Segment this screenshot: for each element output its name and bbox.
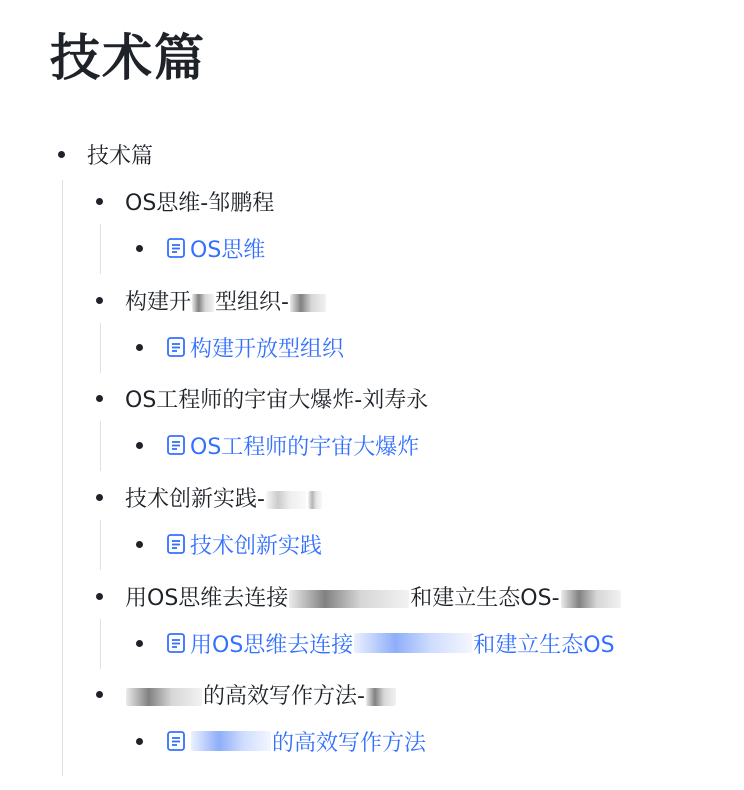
bullet-icon bbox=[96, 593, 103, 600]
document-icon bbox=[165, 237, 187, 259]
section-heading: 技术创新实践- bbox=[125, 482, 323, 513]
list-item-section bbox=[96, 184, 274, 218]
doc-link-label: OS思维 bbox=[190, 237, 266, 263]
doc-link-label: 构建开放型组织 bbox=[190, 336, 345, 362]
list-item-doc bbox=[136, 330, 344, 364]
list-item-section bbox=[96, 283, 327, 317]
bullet-icon bbox=[58, 151, 65, 158]
bullet-icon bbox=[136, 442, 143, 449]
bullet-icon bbox=[136, 640, 143, 647]
list-item-section bbox=[96, 579, 622, 613]
page-title: 技术篇 bbox=[50, 29, 206, 87]
doc-link[interactable] bbox=[165, 332, 344, 363]
bullet-icon bbox=[96, 198, 103, 205]
list-item-doc bbox=[136, 724, 426, 758]
doc-link-label: 的高效写作方法 bbox=[272, 730, 427, 756]
doc-link-label: OS工程师的宇宙大爆炸 bbox=[190, 434, 420, 460]
bullet-icon bbox=[136, 245, 143, 252]
bullet-icon bbox=[136, 344, 143, 351]
bullet-icon bbox=[136, 541, 143, 548]
section-heading: 构建开 型组织- bbox=[125, 285, 327, 316]
list-item-root bbox=[58, 137, 153, 171]
document-icon bbox=[165, 336, 187, 358]
doc-link[interactable] bbox=[165, 529, 322, 560]
document-icon bbox=[165, 533, 187, 555]
section-guide-line bbox=[100, 520, 101, 570]
section-heading: OS工程师的宇宙大爆炸-刘寿永 bbox=[125, 387, 429, 413]
bullet-icon bbox=[96, 297, 103, 304]
section-guide-line bbox=[100, 619, 101, 669]
doc-link[interactable] bbox=[165, 726, 426, 757]
section-heading: OS思维-邹鹏程 bbox=[125, 190, 275, 216]
doc-link[interactable]: 用OS思维去连接 和建立生态OS bbox=[165, 628, 615, 659]
section-guide-line bbox=[100, 224, 101, 274]
bullet-icon bbox=[136, 738, 143, 745]
list-item-section bbox=[96, 381, 428, 415]
list-item-doc bbox=[136, 428, 419, 462]
doc-link-label: 技术创新实践 bbox=[190, 533, 323, 559]
list-item-doc bbox=[136, 527, 322, 561]
list-item-doc bbox=[136, 231, 265, 265]
document-icon bbox=[165, 730, 187, 752]
list-item-doc bbox=[136, 626, 615, 660]
root-label: 技术篇 bbox=[87, 143, 154, 169]
bullet-icon bbox=[96, 691, 103, 698]
section-heading: 的高效写作方法- bbox=[125, 679, 397, 710]
doc-link[interactable] bbox=[165, 430, 419, 461]
document-icon bbox=[165, 434, 187, 456]
section-heading: 用OS思维去连接 和建立生态OS- bbox=[125, 581, 622, 612]
bullet-icon bbox=[96, 395, 103, 402]
section-guide-line bbox=[100, 421, 101, 471]
bullet-icon bbox=[96, 494, 103, 501]
outline-guide-line bbox=[62, 180, 63, 776]
doc-link-label: 用OS思维去连接 bbox=[190, 632, 354, 658]
list-item-section bbox=[96, 677, 397, 711]
section-guide-line bbox=[100, 323, 101, 373]
document-icon bbox=[165, 632, 187, 654]
list-item-section bbox=[96, 480, 323, 514]
doc-link[interactable] bbox=[165, 233, 265, 264]
